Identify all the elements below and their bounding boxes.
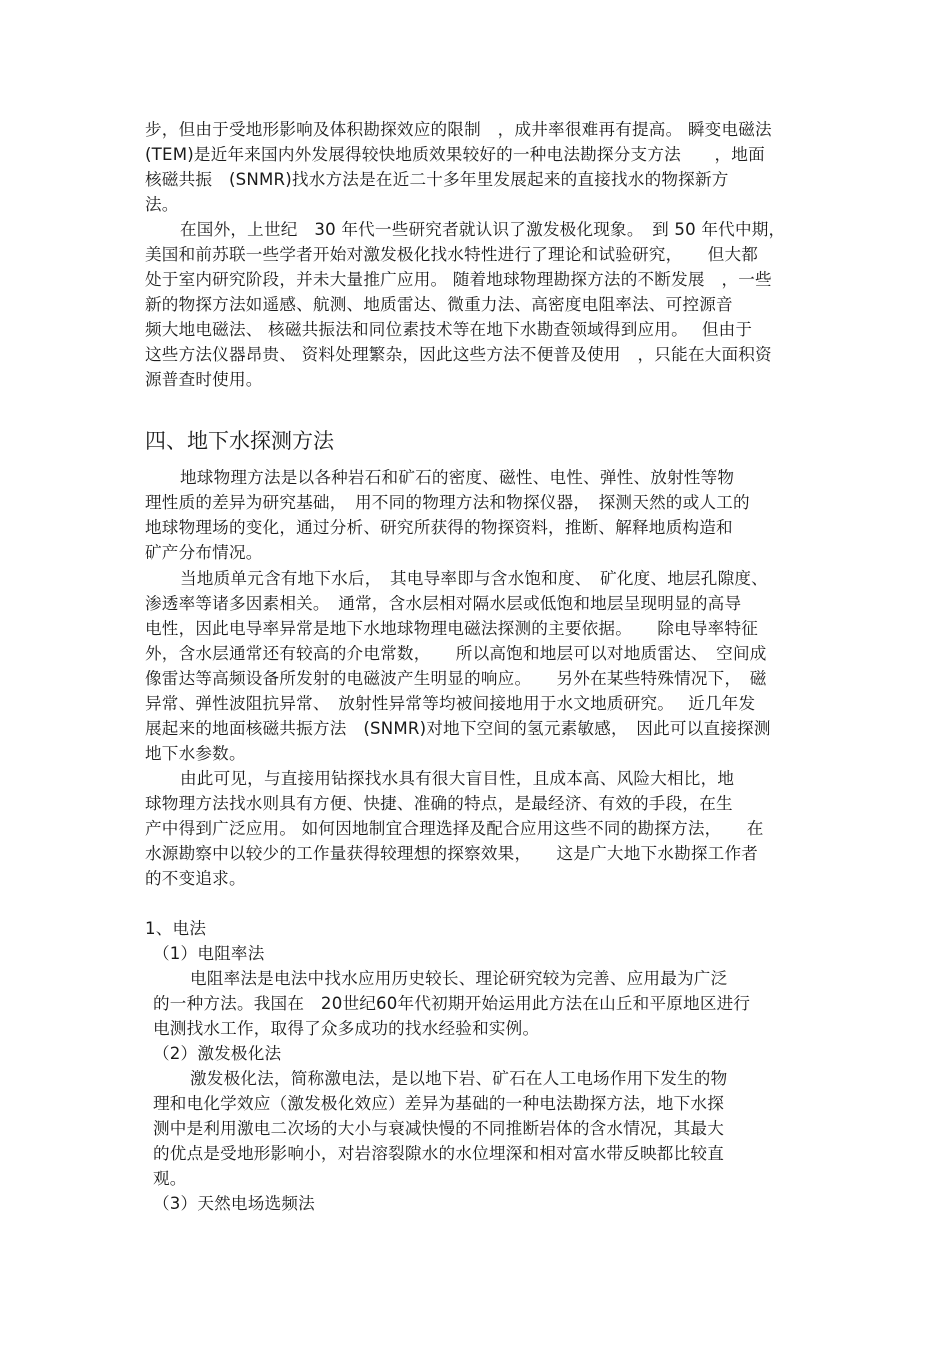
text-line: 步，但由于受地形影响及体积勘探效应的限制 ，成井率很难再有提高。 瞬变电磁法 (145, 120, 772, 139)
text-line: 核磁共振 (SNMR)找水方法是在近二十多年里发展起来的直接找水的物探新方 (145, 170, 729, 189)
text-line: 在国外，上世纪 30 年代一些研究者就认识了激发极化现象。 到 50 年代中期， (180, 220, 786, 239)
text-line: 美国和前苏联一些学者开始对激发极化找水特性进行了理论和试验研究， 但大都 (145, 245, 759, 264)
item-title: （1）电阻率法 (153, 944, 265, 963)
subsection-title: 1、电法 (145, 919, 207, 938)
text-line: 频大地电磁法、 核磁共振法和同位素技术等在地下水勘查领域得到应用。 但由于 (145, 320, 753, 339)
item-title: （3）天然电场选频法 (153, 1194, 315, 1213)
text-line: 的优点是受地形影响小，对岩溶裂隙水的水位埋深和相对富水带反映都比较直 (153, 1144, 724, 1163)
text-line: 激发极化法，简称激电法，是以地下岩、矿石在人工电场作用下发生的物 (190, 1069, 728, 1088)
text-line: 电性，因此电导率异常是地下水地球物理电磁法探测的主要依据。 除电导率特征 (145, 619, 759, 638)
text-line: 水源勘察中以较少的工作量获得较理想的探察效果， 这是广大地下水勘探工作者 (145, 844, 759, 863)
text-line: 的不变追求。 (145, 869, 246, 888)
text-line: 法。 (145, 195, 179, 214)
text-line: 理和电化学效应（激发极化效应）差异为基础的一种电法勘探方法，地下水探 (153, 1094, 724, 1113)
text-line: 测中是利用激电二次场的大小与衰减快慢的不同推断岩体的含水情况，其最大 (153, 1119, 724, 1138)
text-line: 地球物理方法是以各种岩石和矿石的密度、磁性、电性、弹性、放射性等物 (180, 468, 735, 487)
text-line: 地球物理场的变化，通过分析、研究所获得的物探资料，推断、解释地质构造和 (145, 518, 733, 537)
text-line: 处于室内研究阶段，并未大量推广应用。 随着地球物理勘探方法的不断发展 ，一些 (145, 270, 772, 289)
text-line: 理性质的差异为研究基础， 用不同的物理方法和物探仪器， 探测天然的或人工的 (145, 493, 750, 512)
text-line: 异常、弹性波阻抗异常、 放射性异常等均被间接地用于水文地质研究。 近几年发 (145, 694, 756, 713)
text-line: 地下水参数。 (145, 744, 246, 763)
text-line: (TEM)是近年来国内外发展得较快地质效果较好的一种电法勘探分支方法 ，地面 (145, 145, 765, 164)
text-line: 的一种方法。我国在 20世纪60年代初期开始运用此方法在山丘和平原地区进行 (153, 994, 751, 1013)
text-line: 这些方法仪器昂贵、 资料处理繁杂，因此这些方法不便普及使用 ，只能在大面积资 (145, 345, 772, 364)
text-line: 当地质单元含有地下水后， 其电导率即与含水饱和度、 矿化度、地层孔隙度、 (180, 569, 768, 588)
text-line: 球物理方法找水则具有方便、快捷、准确的特点，是最经济、有效的手段，在生 (145, 794, 733, 813)
text-line: 新的物探方法如遥感、航测、地质雷达、微重力法、高密度电阻率法、可控源音 (145, 295, 733, 314)
text-line: 产中得到广泛应用。 如何因地制宜合理选择及配合应用这些不同的勘探方法， 在 (145, 819, 764, 838)
text-line: 观。 (153, 1169, 187, 1188)
text-line: 由此可见，与直接用钻探找水具有很大盲目性，且成本高、风险大相比，地 (180, 769, 735, 788)
text-line: 像雷达等高频设备所发射的电磁波产生明显的响应。 另外在某些特殊情况下， 磁 (145, 669, 767, 688)
text-line: 外，含水层通常还有较高的介电常数， 所以高饱和地层可以对地质雷达、 空间成 (145, 644, 767, 663)
item-title: （2）激发极化法 (153, 1044, 282, 1063)
text-line: 矿产分布情况。 (145, 543, 263, 562)
text-line: 渗透率等诸多因素相关。 通常，含水层相对隔水层或低饱和地层呈现明显的高导 (145, 594, 742, 613)
text-line: 电测找水工作，取得了众多成功的找水经验和实例。 (153, 1019, 540, 1038)
section-heading: 四、地下水探测方法 (145, 429, 334, 453)
text-line: 展起来的地面核磁共振方法 (SNMR)对地下空间的氢元素敏感， 因此可以直接探测 (145, 719, 771, 738)
text-line: 电阻率法是电法中找水应用历史较长、理论研究较为完善、应用最为广泛 (190, 969, 728, 988)
text-line: 源普查时使用。 (145, 370, 263, 389)
